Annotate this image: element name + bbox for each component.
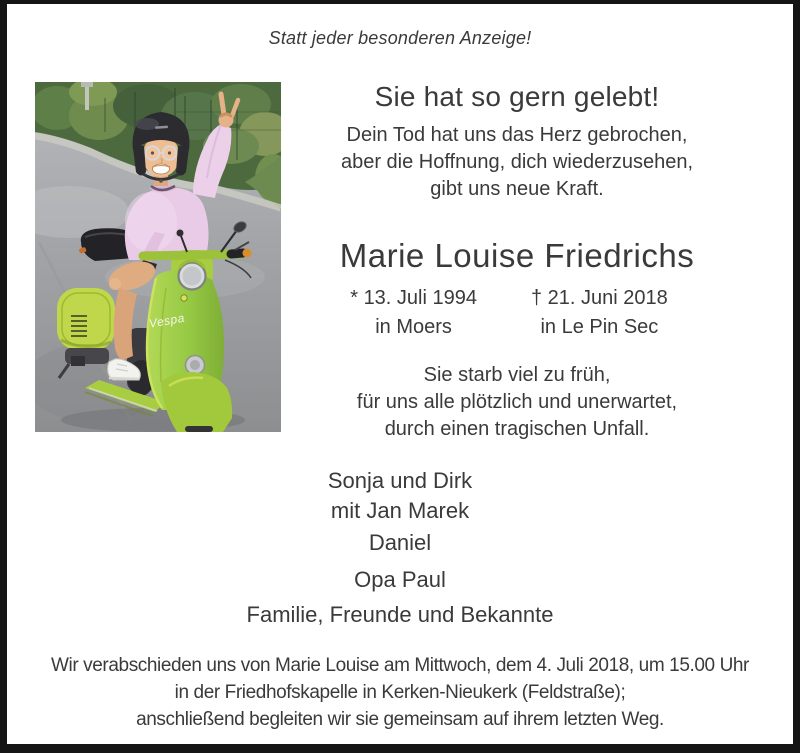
birth-date-line: [350, 284, 477, 313]
birth-date: 13. Juli 1994: [363, 287, 477, 309]
birth-date-block: [350, 284, 477, 342]
mourner-line: Sonja und Dirk: [327, 468, 473, 493]
tribute-line: für uns alle plötzlich und unerwartet,: [356, 391, 678, 413]
epigraph-line: aber die Hoffnung, dich wiederzusehen,: [340, 151, 694, 173]
tribute: [280, 362, 754, 443]
vespa-logo-script: Vespa: [147, 310, 186, 331]
preamble-line: Statt jeder besonderen Anzeige!: [268, 28, 532, 48]
funeral-line: anschließend begleiten wir sie gemeinsam auf ihrem letzten Weg.: [136, 709, 664, 730]
death-place: in Le Pin Sec: [540, 316, 659, 338]
tribute-line: durch einen tragischen Unfall.: [384, 418, 650, 440]
birth-symbol: *: [350, 287, 358, 309]
death-date-block: [531, 284, 668, 342]
mourner-line: Opa Paul: [354, 567, 446, 592]
funeral-announcement: [7, 652, 793, 733]
epigraph: [280, 122, 754, 203]
death-date: 21. Juni 2018: [547, 287, 668, 309]
tribute-line: Sie starb viel zu früh,: [423, 364, 611, 386]
epigraph-line: Dein Tod hat uns das Herz gebrochen,: [346, 124, 688, 146]
death-date-line: [531, 284, 668, 313]
funeral-line: Wir verabschieden uns von Marie Louise am Mittwoch, dem 4. Juli 2018, um 15.00 Uhr: [51, 655, 749, 676]
death-symbol: †: [530, 287, 543, 309]
funeral-line: in der Friedhofskapelle in Kerken-Nieukerk (Feldstraße);: [174, 682, 626, 703]
memorial-photo: [35, 82, 281, 432]
mourners-list: [7, 468, 793, 628]
life-dates: [272, 284, 746, 342]
notice-paper: [7, 4, 793, 744]
mourner-line: Familie, Freunde und Bekannte: [246, 602, 554, 627]
memorial-photo-illustration: [35, 82, 281, 432]
epigraph-line: gibt uns neue Kraft.: [430, 178, 604, 200]
deceased-name: Marie Louise Friedrichs: [339, 237, 695, 274]
headline: Sie hat so gern gelebt!: [374, 81, 660, 112]
mourner-line: Daniel: [368, 530, 432, 555]
mourner-line: mit Jan Marek: [330, 498, 470, 523]
birth-place: in Moers: [375, 316, 452, 338]
